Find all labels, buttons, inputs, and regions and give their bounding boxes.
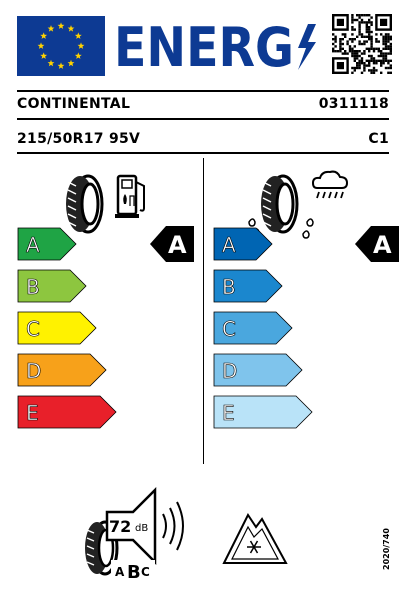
noise-class-c: C [141,565,150,579]
fuel-rating-value: A [168,231,187,259]
divider-bottom [17,152,389,154]
fuel-class-label-e: E [26,401,39,425]
noise-value: 72 [109,517,132,536]
wet-grip-class-label-e: E [222,401,235,425]
wet-grip-class-label-a: A [222,233,236,257]
energy-label-title [112,14,322,76]
divider-top [17,90,389,92]
lightning-bolt-icon [298,24,316,70]
tyre-size: 215/50R17 95V [17,131,141,147]
fuel-class-label-b: B [26,275,40,299]
wet-grip-icon [249,172,347,238]
eu-flag-icon [17,16,105,76]
snow-grip-icon [220,505,290,570]
wet-grip-class-label-c: C [222,317,236,341]
fuel-class-label-c: C [26,317,40,341]
divider-middle [17,118,389,120]
sound-waves-icon [163,502,183,550]
regulation-reference: 2020/740 [382,528,391,570]
wet-grip-class-label-b: B [222,275,236,299]
supplier-name: CONTINENTAL [17,96,131,112]
external-noise-icon [75,480,195,590]
fuel-class-label-d: D [26,359,42,383]
noise-class-a: A [115,565,125,579]
fuel-class-label-a: A [26,233,40,257]
qr-code-icon[interactable] [332,14,392,74]
noise-class-b: B [127,562,141,583]
wet-grip-rating-value: A [373,231,392,259]
wet-grip-class-label-d: D [222,359,238,383]
tyre-class: C1 [368,131,389,147]
energy-title-text: ENERG [114,16,294,76]
noise-unit: dB [135,523,149,534]
rating-scales [0,160,405,460]
fuel-efficiency-icon [66,176,144,232]
model-identifier: 0311118 [318,96,389,112]
